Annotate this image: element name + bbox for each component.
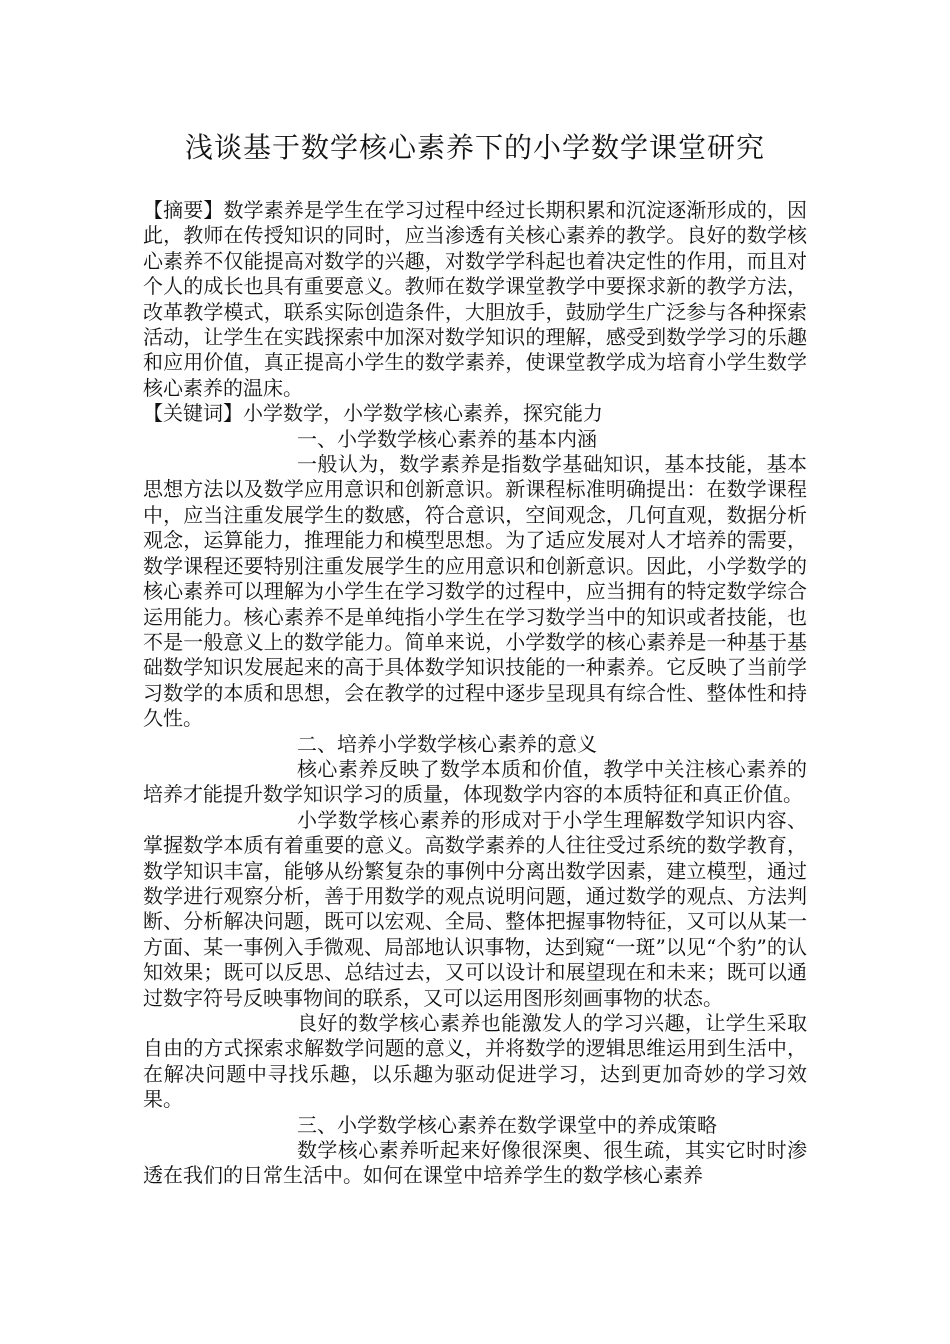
section-heading-2: 二、培养小学数学核心素养的意义 [297,731,597,756]
section-2-paragraph-3: 良好的数学核心素养也能激发人的学习兴趣，让学生采取自由的方式探索求解数学问题的意义，并将数学的逻辑思维运用到生活中，在解决问题中寻找乐趣，以乐趣为驱动促进学习，达到更加奇妙的学习效果。 [143,1011,807,1112]
section-heading-3: 三、小学数学核心素养在数学课堂中的养成策略 [297,1112,717,1137]
document-body [143,198,807,1189]
section-1-paragraph-1: 一般认为，数学素养是指数学基础知识，基本技能，基本思想方法以及数学应用意识和创新意识。新课程标准明确提出：在数学课程中，应当注重发展学生的数感，符合意识，空间观念，几何直观，数据分析观念，运算能力，推理能力和模型思想。为了适应发展对人才培养的需要，数学课程还要特别注重发展学生的应用意识和创新意识。因此，小学数学的核心素养可以理解为小学生在学习数学的过程中，应当拥有的特定数学综合运用能力。核心素养不是单纯指小学生在学习数学当中的知识或者技能，也不是一般意义上的数学能力。简单来说，小学数学的核心素养是一种基于基础数学知识发展起来的高于具体数学知识技能的一种素养。它反映了当前学习数学的本质和思想，会在教学的过程中逐步呈现具有综合性、整体性和持久性。 [143,452,807,731]
section-2-paragraph-1: 核心素养反映了数学本质和价值，教学中关注核心素养的培养才能提升数学知识学习的质量，体现数学内容的本质特征和真正价值。 [143,756,807,807]
section-3-paragraph-1: 数学核心素养听起来好像很深奥、很生疏，其实它时时渗透在我们的日常生活中。如何在课堂中培养学生的数学核心素养 [143,1138,807,1188]
abstract-paragraph: 【摘要】数学素养是学生在学习过程中经过长期积累和沉淀逐渐形成的，因此，教师在传授知识的同时，应当渗透有关核心素养的教学。良好的数学核心素养不仅能提高对数学的兴趣，对数学学科起也着决定性的作用，而且对个人的成长也具有重要意义。教师在数学课堂教学中要探求新的教学方法，改革教学模式，联系实际创造条件，大胆放手，鼓励学生广泛参与各种探索活动，让学生在实践探索中加深对数学知识的理解，感受到数学学习的乐趣和应用价值，真正提高小学生的数学素养，使课堂教学成为培育小学生数学核心素养的温床。 [143,198,807,400]
document-title: 浅谈基于数学核心素养下的小学数学课堂研究 [184,131,765,164]
section-heading-1: 一、小学数学核心素养的基本内涵 [297,426,597,451]
keywords-line: 【关键词】小学数学，小学数学核心素养，探究能力 [143,401,603,426]
section-2-paragraph-2: 小学数学核心素养的形成对于小学生理解数学知识内容、掌握数学本质有着重要的意义。高数学素养的人往往受过系统的数学教育，数学知识丰富，能够从纷繁复杂的事例中分离出数学因素，建立模型，通过数学进行观察分析，善于用数学的观点说明问题，通过数学的观点、方法判断、分析解决问题，既可以宏观、全局、整体把握事物特征，又可以从某一方面、某一事例入手微观、局部地认识事物，达到窥“一斑”以见“个豹”的认知效果；既可以反思、总结过去，又可以设计和展望现在和未来；既可以通过数字符号反映事物间的联系，又可以运用图形刻画事物的状态。 [143,807,807,1010]
